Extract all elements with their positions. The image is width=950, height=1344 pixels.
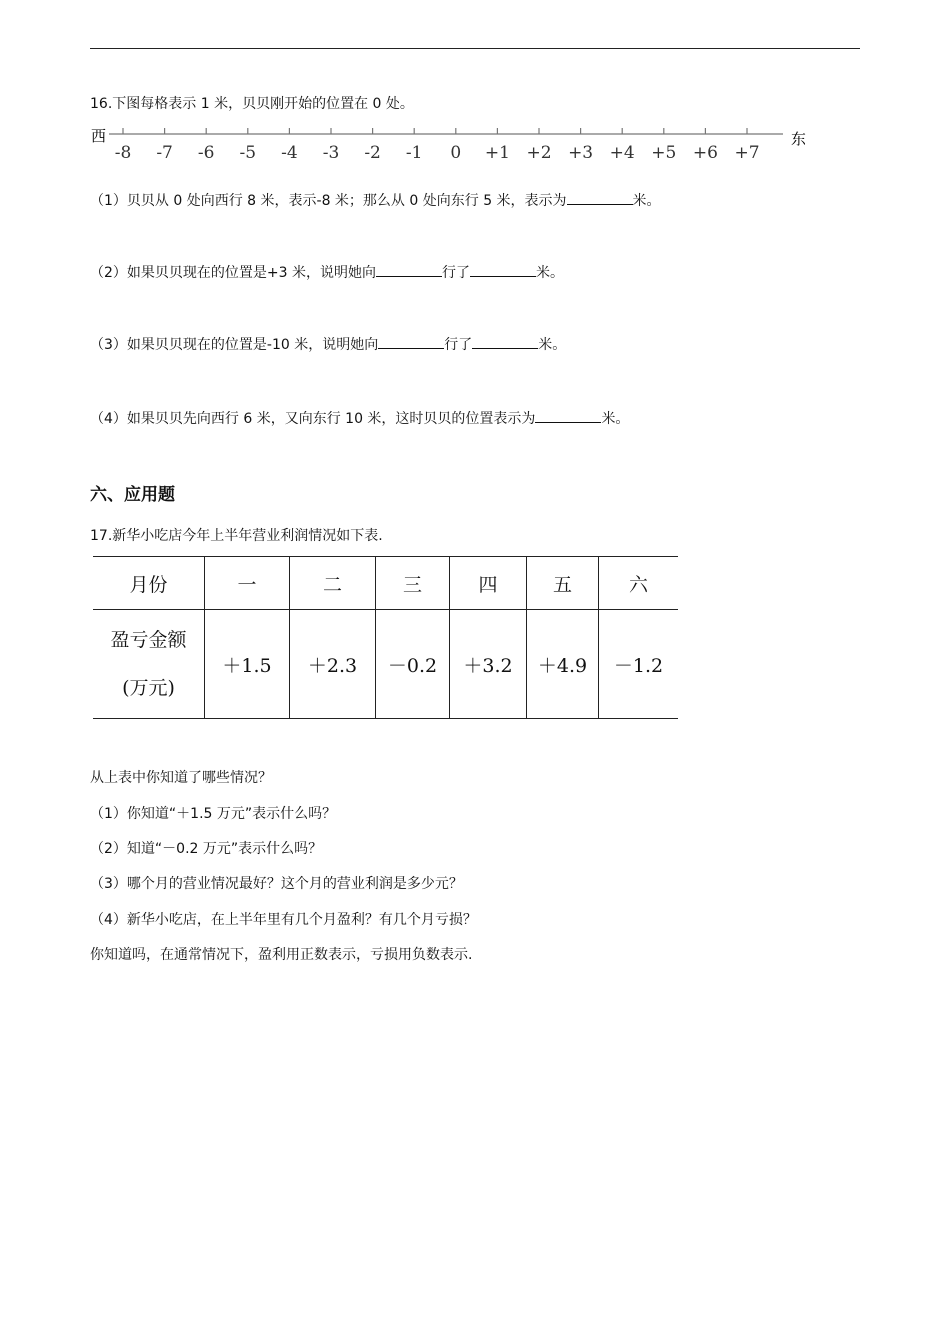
month-cell: 六 xyxy=(599,557,679,610)
month-cell: 三 xyxy=(376,557,450,610)
q17-intro: 从上表中你知道了哪些情况？ xyxy=(90,770,272,786)
numberline-tick-label: -2 xyxy=(364,143,381,163)
q17-question: （1）你知道“＋1.5 万元”表示什么吗？ xyxy=(90,806,337,822)
answer-blank[interactable] xyxy=(535,408,601,423)
q17-closing: 你知道吗，在通常情况下，盈利用正数表示，亏损用负数表示. xyxy=(90,947,473,963)
value-cell: －1.2 xyxy=(599,610,679,719)
numberline-tick-label: -5 xyxy=(239,143,257,163)
section-title: 六、应用题 xyxy=(90,485,175,505)
table-header-row xyxy=(93,557,678,610)
value-cell: ＋3.2 xyxy=(450,610,527,719)
q16-s3: （3）如果贝贝现在的位置是-10 米，说明她向 行了 米。 xyxy=(90,334,566,355)
numberline-tick-label: -1 xyxy=(405,143,423,163)
header-rule xyxy=(90,48,860,49)
numberline-tick-label: +5 xyxy=(651,143,677,163)
table-row-label: 盈亏金额 (万元) xyxy=(93,610,205,719)
numberline-tick-label: -6 xyxy=(197,143,215,163)
table-row xyxy=(93,610,678,719)
q17-question: （4）新华小吃店，在上半年里有几个月盈利？有几个月亏损？ xyxy=(90,912,477,928)
q17-title: 17.新华小吃店今年上半年营业利润情况如下表. xyxy=(90,528,383,544)
numberline-tick-label: -8 xyxy=(114,143,132,163)
profit-table xyxy=(93,556,678,719)
month-cell: 一 xyxy=(205,557,290,610)
numberline-tick-label: -4 xyxy=(281,143,298,163)
value-cell: ＋2.3 xyxy=(290,610,376,719)
numberline-tick-label: +4 xyxy=(609,143,635,163)
month-cell: 四 xyxy=(450,557,527,610)
numberline-tick-label: +1 xyxy=(484,143,510,163)
q16-s2: （2）如果贝贝现在的位置是+3 米，说明她向 行了 米。 xyxy=(90,262,564,283)
q17-question: （2）知道“－0.2 万元”表示什么吗？ xyxy=(90,841,323,857)
q16-s4: （4）如果贝贝先向西行 6 米，又向东行 10 米，这时贝贝的位置表示为 米。 xyxy=(90,408,629,429)
numberline-tick-label: -7 xyxy=(156,143,173,163)
answer-blank[interactable] xyxy=(567,190,633,205)
value-cell: ＋4.9 xyxy=(527,610,599,719)
table-header-label: 月份 xyxy=(93,557,205,610)
value-cell: ＋1.5 xyxy=(205,610,290,719)
q16-s1: （1）贝贝从 0 处向西行 8 米，表示-8 米；那么从 0 处向东行 5 米，表示为 米。 xyxy=(90,190,661,211)
numberline-tick-label: +2 xyxy=(526,143,552,163)
numberline-tick-label: 0 xyxy=(450,143,462,163)
numberline-tick-label: +6 xyxy=(692,143,718,163)
q17-question: （3）哪个月的营业情况最好？这个月的营业利润是多少元？ xyxy=(90,876,463,892)
month-cell: 五 xyxy=(527,557,599,610)
numberline-tick-label: +7 xyxy=(734,143,760,163)
numberline-west-label: 西 xyxy=(91,127,107,145)
number-line xyxy=(85,118,815,168)
answer-blank[interactable] xyxy=(470,262,536,277)
numberline-tick-label: -3 xyxy=(322,143,340,163)
month-cell: 二 xyxy=(290,557,376,610)
q16-title: 16.下图每格表示 1 米，贝贝刚开始的位置在 0 处。 xyxy=(90,96,414,112)
answer-blank[interactable] xyxy=(376,262,442,277)
answer-blank[interactable] xyxy=(378,334,444,349)
numberline-tick-label: +3 xyxy=(568,143,594,163)
numberline-east-label: 东 xyxy=(791,130,807,148)
value-cell: －0.2 xyxy=(376,610,450,719)
answer-blank[interactable] xyxy=(472,334,538,349)
